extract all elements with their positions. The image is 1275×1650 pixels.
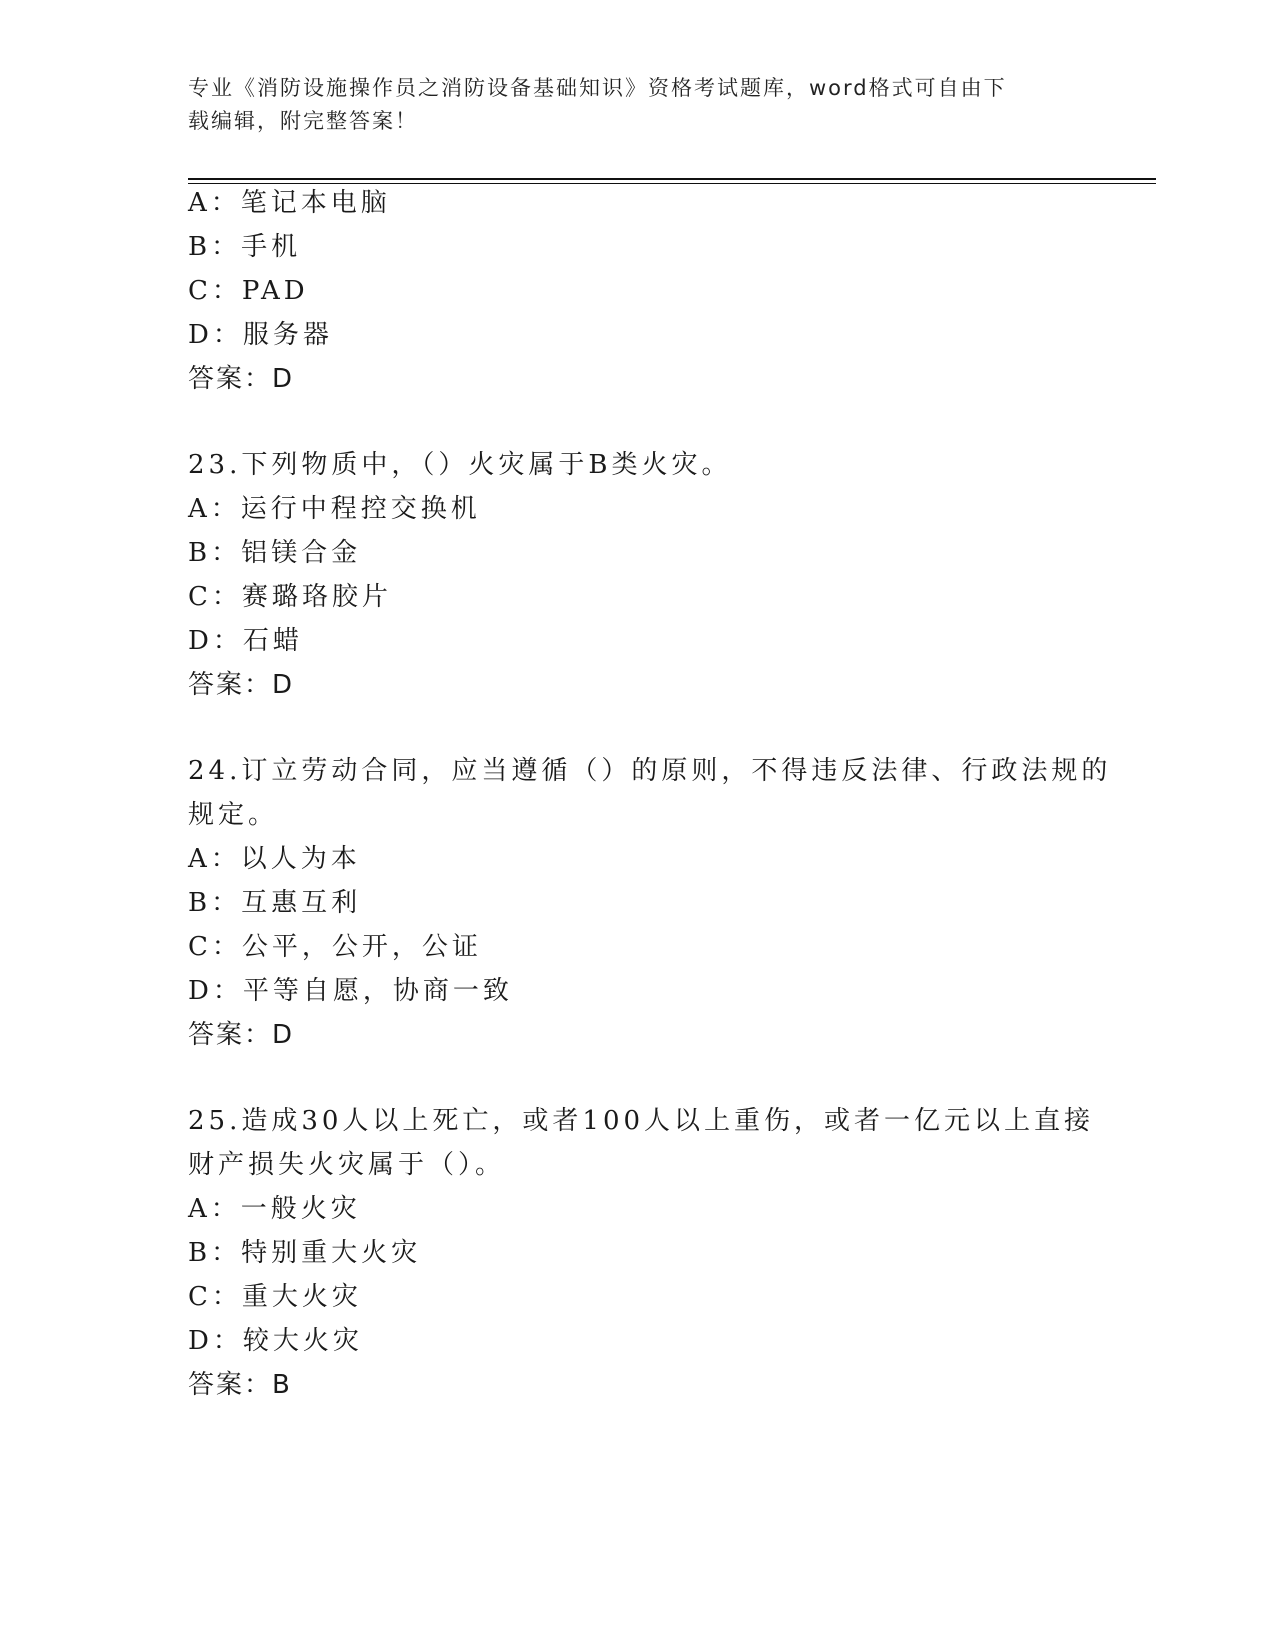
prev-answer: 答案：D <box>188 364 295 394</box>
header-divider-thin <box>188 183 1156 184</box>
question-24-answer: 答案：D <box>188 1020 295 1050</box>
prev-option-c: C：PAD <box>188 276 309 306</box>
header-line-2: 载编辑，附完整答案！ <box>188 109 418 133</box>
question-25-answer: 答案：B <box>188 1370 292 1400</box>
header-divider-thick <box>188 178 1156 180</box>
question-24-option-c: C：公平，公开，公证 <box>188 932 482 962</box>
question-25-stem-line-2: 财产损失火灾属于（）。 <box>188 1150 506 1180</box>
question-23-option-a: A：运行中程控交换机 <box>188 494 481 524</box>
header-line-1: 专业《消防设施操作员之消防设备基础知识》资格考试题库，word格式可自由下 <box>188 76 1007 100</box>
question-24-stem-line-1: 24.订立劳动合同，应当遵循（）的原则，不得违反法律、行政法规的 <box>188 756 1112 786</box>
question-25-option-a: A：一般火灾 <box>188 1194 361 1224</box>
question-25-option-b: B：特别重大火灾 <box>188 1238 422 1268</box>
document-header <box>188 72 1068 138</box>
question-24-option-d: D：平等自愿，协商一致 <box>188 976 513 1006</box>
prev-option-a: A：笔记本电脑 <box>188 188 391 218</box>
question-23-option-b: B：铝镁合金 <box>188 538 362 568</box>
question-25-option-d: D：较大火灾 <box>188 1326 363 1356</box>
prev-option-d: D：服务器 <box>188 320 333 350</box>
question-24-option-b: B：互惠互利 <box>188 888 362 918</box>
question-25-option-c: C：重大火灾 <box>188 1282 362 1312</box>
question-25-stem-line-1: 25.造成30人以上死亡，或者100人以上重伤，或者一亿元以上直接 <box>188 1106 1095 1136</box>
question-23-stem: 23.下列物质中，（）火灾属于B类火灾。 <box>188 450 732 480</box>
prev-option-b: B：手机 <box>188 232 302 262</box>
question-24-option-a: A：以人为本 <box>188 844 361 874</box>
question-24-stem-line-2: 规定。 <box>188 800 279 830</box>
question-23-answer: 答案：D <box>188 670 295 700</box>
question-23-option-d: D：石蜡 <box>188 626 303 656</box>
question-23-option-c: C：赛璐珞胶片 <box>188 582 392 612</box>
